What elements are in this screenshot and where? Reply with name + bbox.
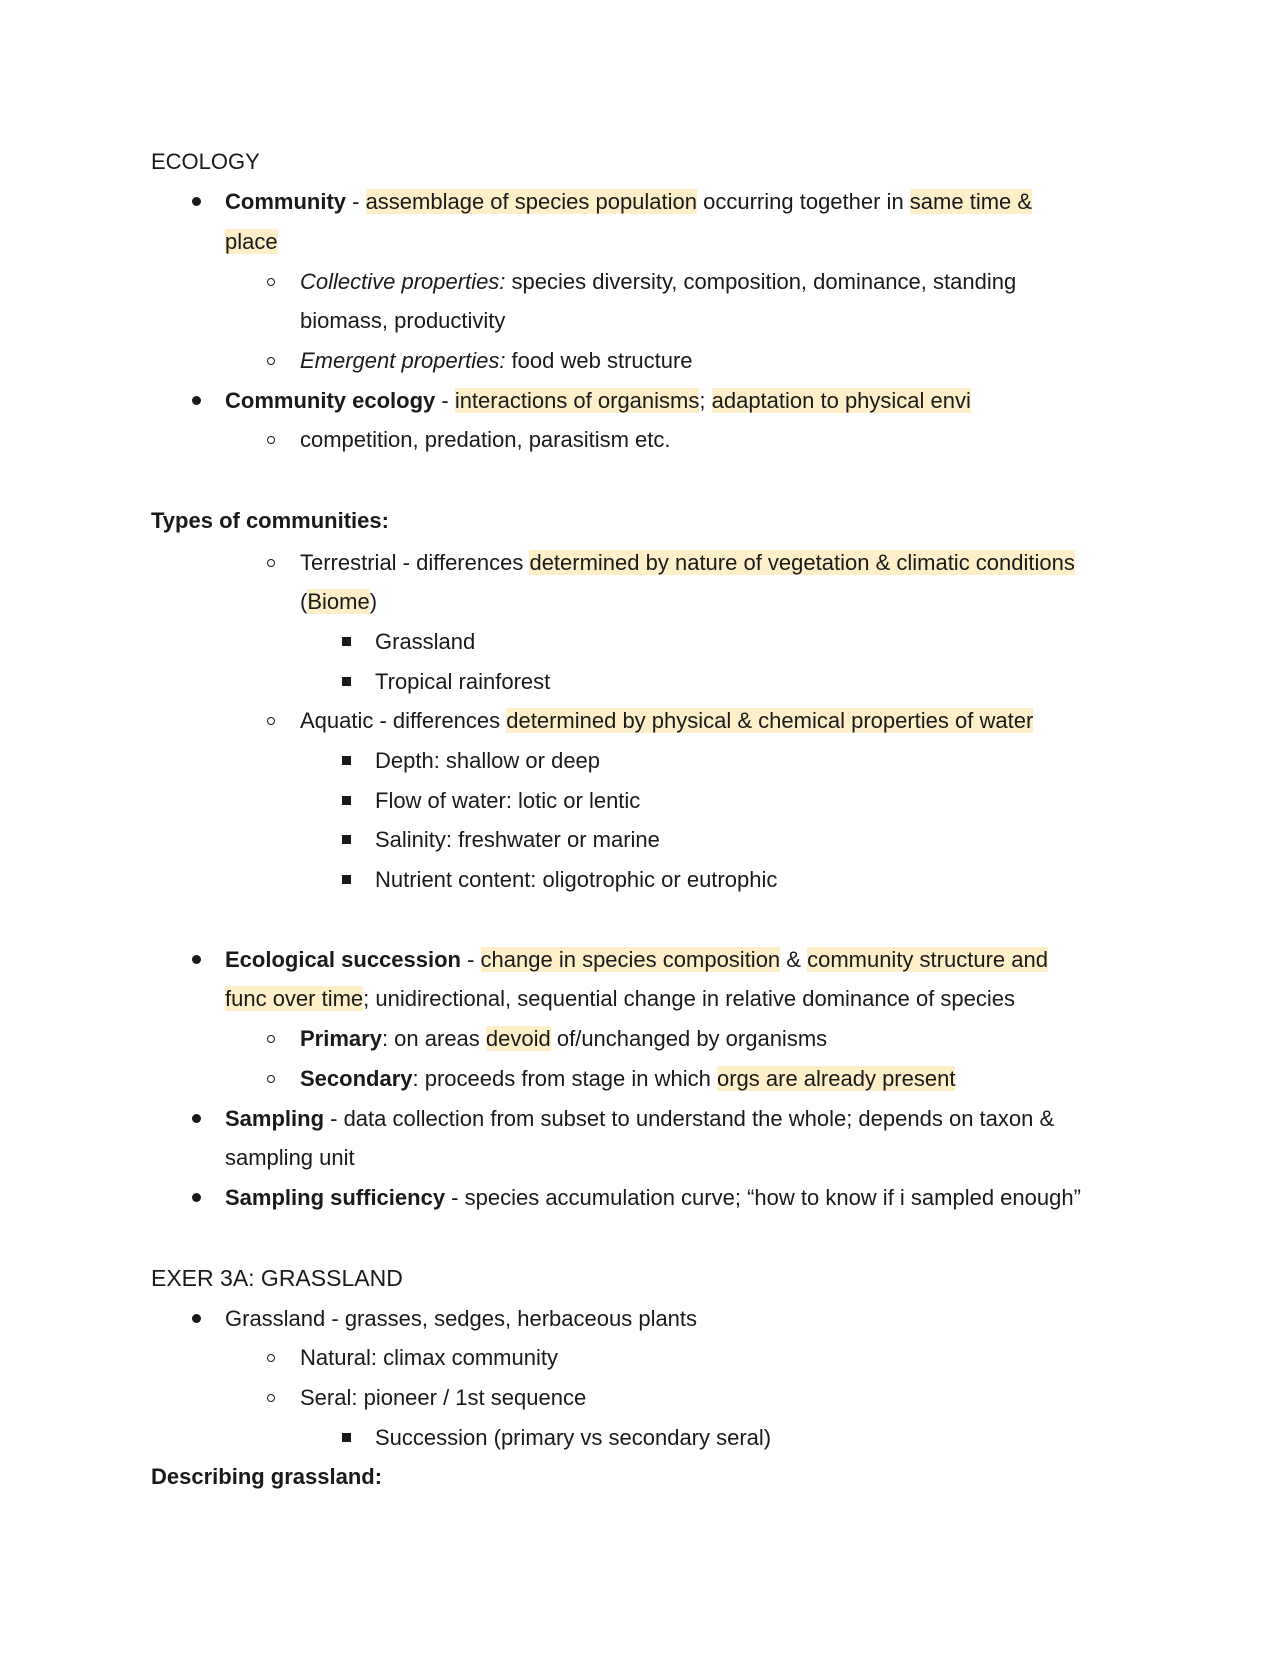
sampling-line-2: sampling unit	[225, 1145, 355, 1170]
bullet-dot	[186, 187, 206, 217]
highlight: change in species composition	[480, 947, 781, 972]
bullet-square	[336, 865, 356, 895]
bullet-square	[336, 825, 356, 855]
highlight: determined by nature of vegetation & climatic conditions	[529, 550, 1075, 575]
bullet-circle	[261, 1343, 281, 1373]
bullet-circle	[261, 1383, 281, 1413]
bullet-dot	[186, 1104, 206, 1134]
terrestrial-line-1: Terrestrial - differences determined by nature of vegetation & climatic conditions	[300, 550, 1075, 575]
highlight: determined by physical & chemical properties of water	[506, 708, 1034, 733]
bullet-dot	[186, 1304, 206, 1334]
list-item: Flow of water: lotic or lentic	[375, 788, 641, 813]
secondary-line: Secondary: proceeds from stage in which orgs are already present	[300, 1066, 956, 1091]
community-ecology-line: Community ecology - interactions of organisms; adaptation to physical envi	[225, 388, 971, 413]
section-title-ecology: ECOLOGY	[151, 149, 260, 174]
highlight: Biome	[307, 589, 370, 614]
community-line-1: Community - assemblage of species population occurring together in same time &	[225, 189, 1033, 214]
bullet-square	[336, 786, 356, 816]
list-item: Grassland	[375, 629, 476, 654]
bullet-square	[336, 1423, 356, 1453]
collective-properties-line-1: Collective properties: species diversity, composition, dominance, standing	[300, 269, 1017, 294]
succession-seral-line: Succession (primary vs secondary seral)	[375, 1425, 772, 1450]
sampling-sufficiency-line: Sampling sufficiency - species accumulation curve; “how to know if i sampled enough”	[225, 1185, 1081, 1210]
sampling-term: Sampling	[225, 1106, 325, 1131]
bullet-circle	[261, 1064, 281, 1094]
list-item: Depth: shallow or deep	[375, 748, 601, 773]
section-title-types: Types of communities:	[151, 508, 389, 533]
community-term: Community	[225, 189, 346, 214]
bullet-dot	[186, 1183, 206, 1213]
succession-line-2: func over time; unidirectional, sequential change in relative dominance of species	[225, 986, 1016, 1011]
list-item: Salinity: freshwater or marine	[375, 827, 660, 852]
section-title-exer: EXER 3A: GRASSLAND	[151, 1265, 403, 1291]
highlight: orgs are already present	[716, 1066, 956, 1091]
bullet-circle	[261, 706, 281, 736]
emergent-properties-line: Emergent properties: food web structure	[300, 348, 693, 373]
bullet-circle	[261, 425, 281, 455]
list-item: Nutrient content: oligotrophic or eutrophic	[375, 867, 778, 892]
natural-line: Natural: climax community	[300, 1345, 558, 1370]
bullet-circle	[261, 267, 281, 297]
highlight: devoid	[485, 1026, 551, 1051]
bullet-circle	[261, 1024, 281, 1054]
bullet-circle	[261, 346, 281, 376]
highlight: interactions of organisms	[454, 388, 700, 413]
section-title-describing: Describing grassland:	[151, 1464, 383, 1489]
list-item: Tropical rainforest	[375, 669, 551, 694]
seral-line: Seral: pioneer / 1st sequence	[300, 1385, 587, 1410]
bullet-square	[336, 627, 356, 657]
community-line-2	[225, 227, 278, 257]
community-ecology-term: Community ecology	[225, 388, 436, 413]
bullet-square	[336, 746, 356, 776]
bullet-circle	[261, 548, 281, 578]
highlight: adaptation to physical envi	[711, 388, 971, 413]
primary-line: Primary: on areas devoid of/unchanged by organisms	[300, 1026, 828, 1051]
aquatic-line: Aquatic - differences determined by physical & chemical properties of water	[300, 708, 1034, 733]
highlight: same time &	[909, 189, 1033, 214]
community-ecology-sub: competition, predation, parasitism etc.	[300, 427, 671, 452]
grassland-line: Grassland - grasses, sedges, herbaceous plants	[225, 1306, 698, 1331]
highlight: func over time	[225, 986, 364, 1011]
bullet-dot	[186, 386, 206, 416]
bullet-dot	[186, 945, 206, 975]
bullet-square	[336, 667, 356, 697]
succession-term: Ecological succession	[225, 947, 461, 972]
sampling-sufficiency-term: Sampling sufficiency	[225, 1185, 446, 1210]
terrestrial-line-2: (Biome)	[300, 589, 378, 614]
sampling-line-1: Sampling - data collection from subset to understand the whole; depends on taxon &	[225, 1106, 1055, 1131]
succession-line-1: Ecological succession - change in species composition & community structure and	[225, 947, 1048, 972]
collective-properties-line-2: biomass, productivity	[300, 308, 506, 333]
highlight: assemblage of species population	[365, 189, 698, 214]
highlight: community structure and	[807, 947, 1048, 972]
highlight: place	[225, 229, 278, 254]
